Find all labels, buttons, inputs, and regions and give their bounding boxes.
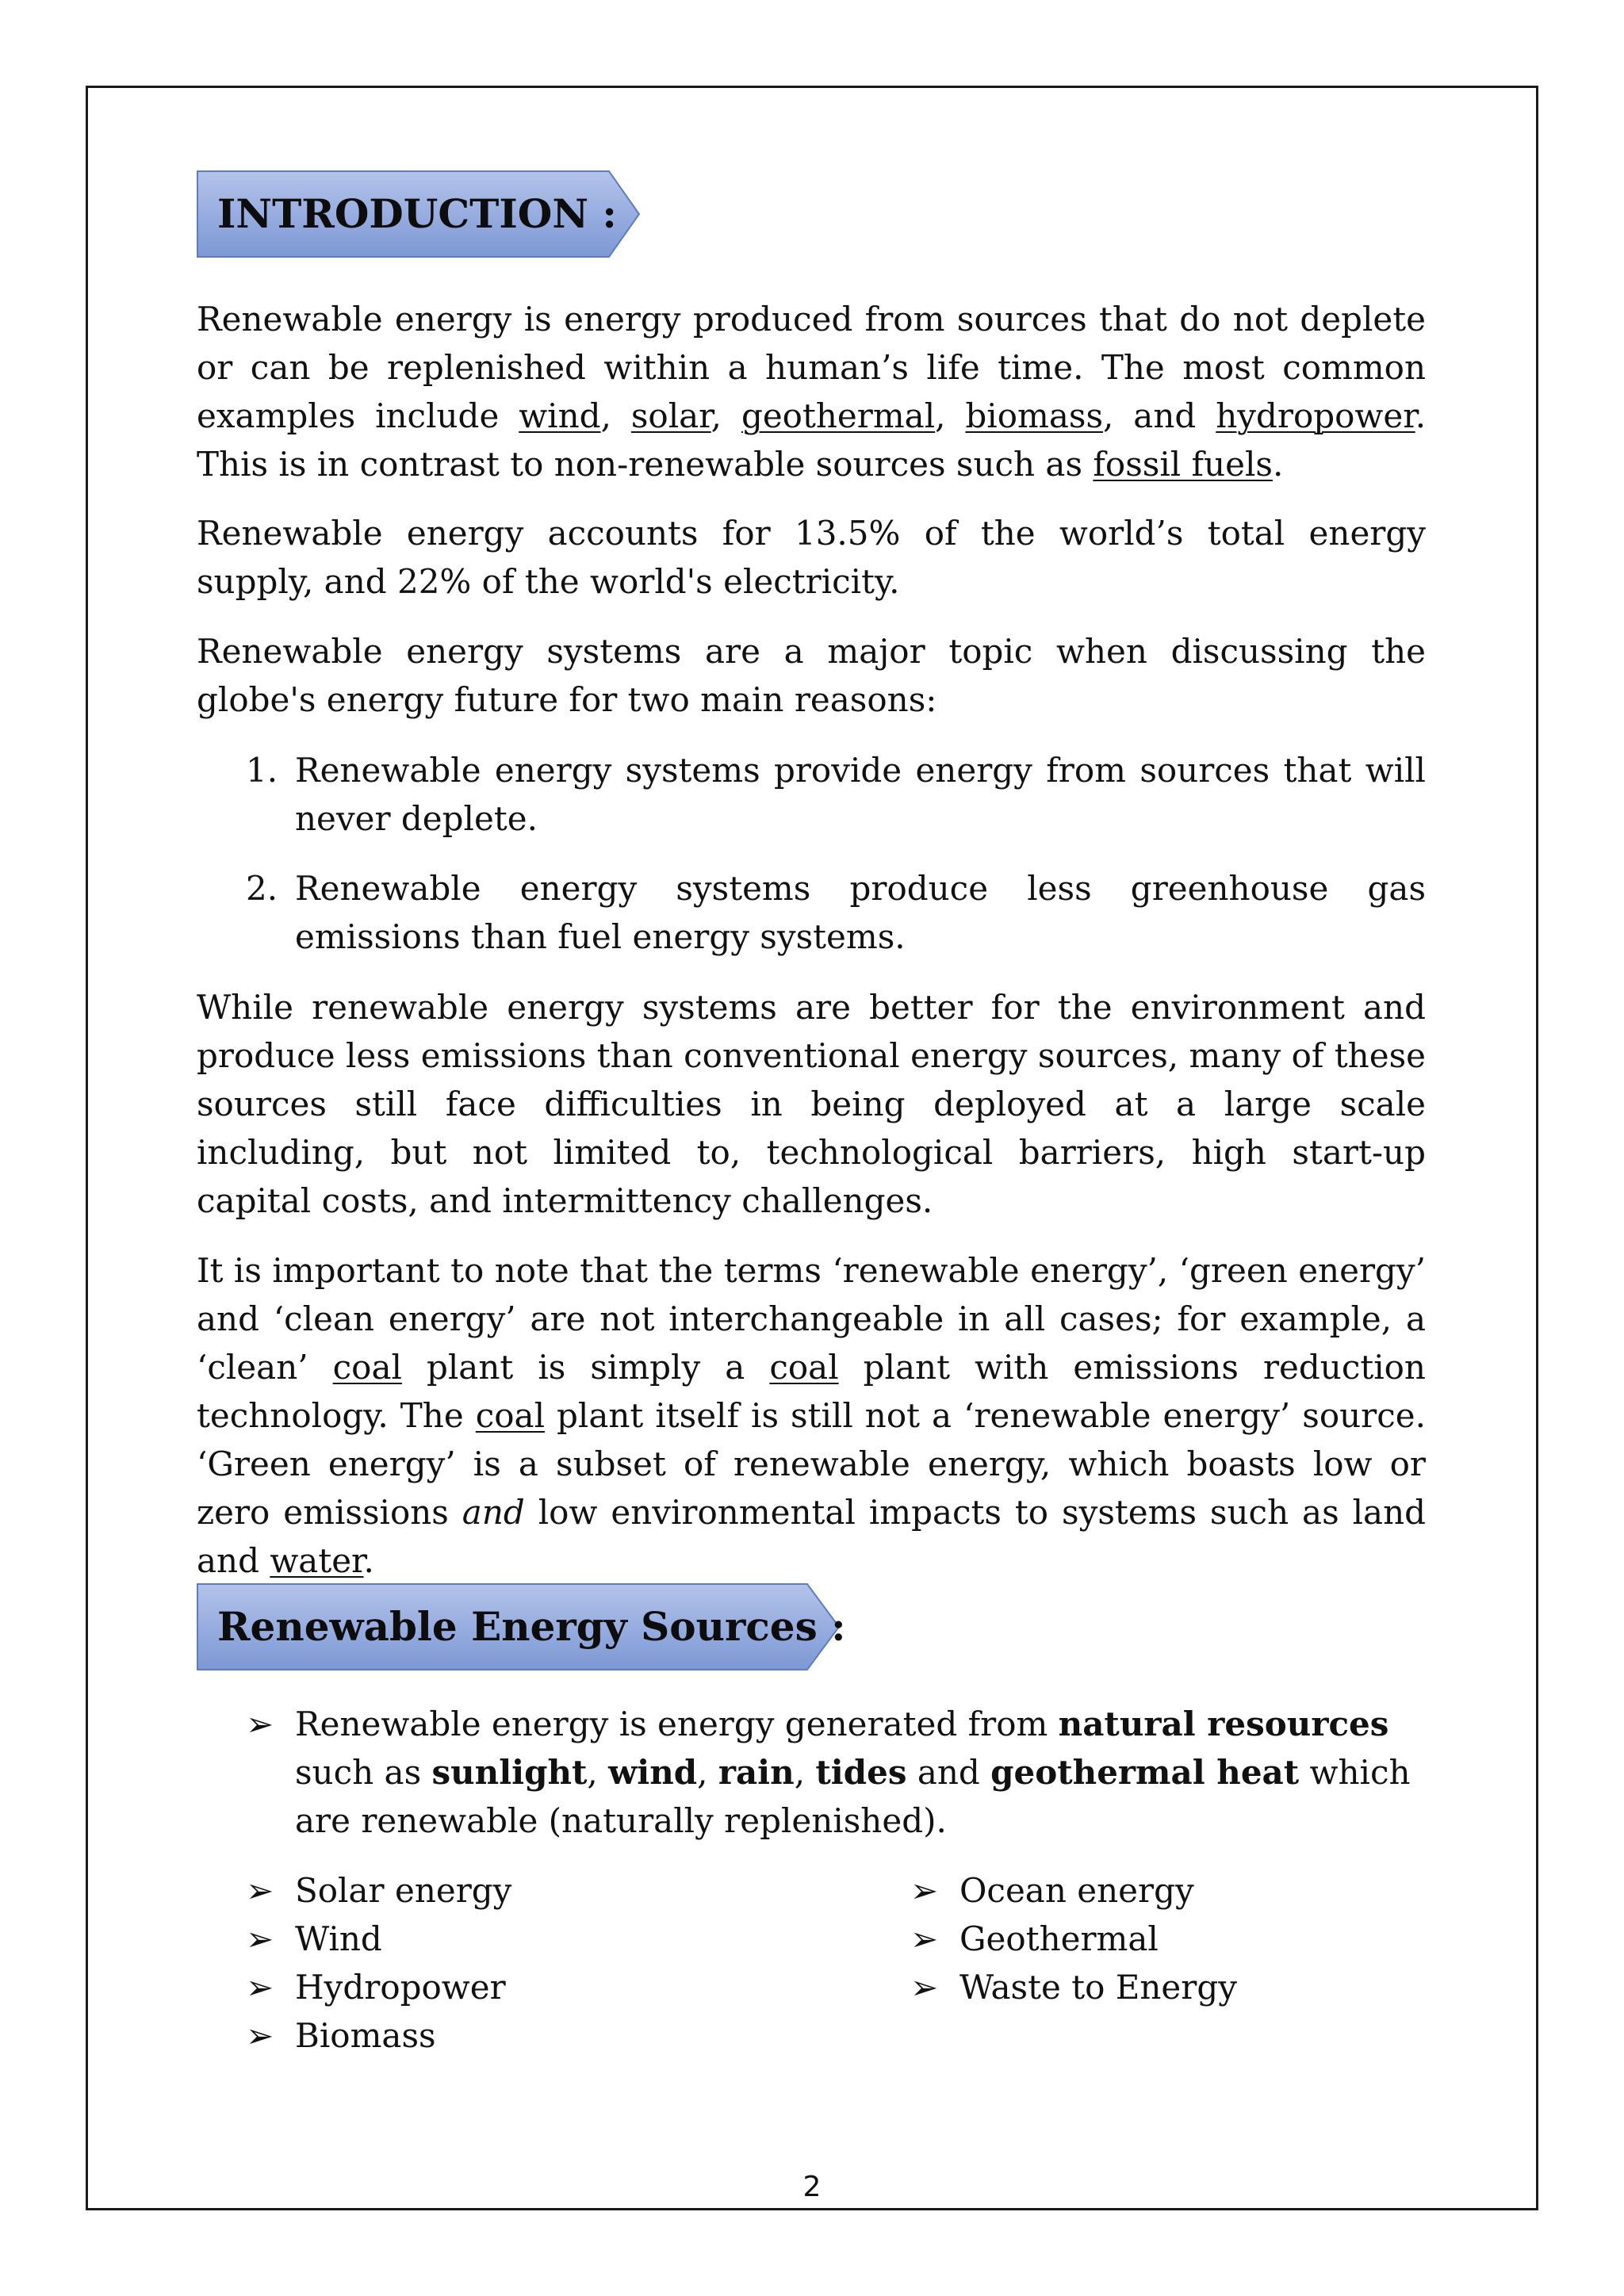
introduction-heading-banner — [197, 170, 641, 258]
reason-text: Renewable energy systems provide energy from sources that will never deplete. — [295, 751, 1426, 838]
arrow-bullet-icon: ➢ — [246, 1968, 274, 2007]
arrow-bullet-icon: ➢ — [246, 1705, 274, 1743]
intro-paragraph-5 — [197, 1246, 1426, 1585]
link-wind[interactable]: wind — [519, 396, 601, 435]
source-label: Ocean energy — [959, 1871, 1194, 1910]
source-item-ocean — [910, 1866, 1194, 1915]
arrow-bullet-icon: ➢ — [246, 2016, 274, 2055]
source-label: Solar energy — [295, 1871, 512, 1910]
p5-text-5: low environmental impacts to systems such as land and — [197, 1493, 1427, 1580]
reason-number: 2. — [246, 869, 278, 908]
p1-end: . — [1272, 445, 1284, 484]
source-item-waste-to-energy — [910, 1963, 1237, 2011]
source-item-wind — [246, 1915, 382, 1963]
reason-text: Renewable energy systems produce less greenhouse gas emissions than fuel energy systems. — [295, 869, 1426, 956]
renewable-sources-heading: Renewable Energy Sources : — [217, 1603, 846, 1650]
intro-paragraph-1: Renewable energy is energy produced from sources that do not deplete or can be replenished within a human’s life time. The most common examples include wind, solar, geothermal, biomass, and hydropower. This is in contrast to non-renewable sources such as fossil fuels. — [197, 300, 1427, 484]
p5-italic-and: and — [462, 1493, 525, 1532]
arrow-bullet-icon: ➢ — [910, 1919, 939, 1958]
arrow-bullet-icon: ➢ — [246, 1871, 274, 1910]
p1-text: Renewable energy is energy produced from sources that do not deplete or can be replenished within a human’s life time. The most common examples include — [197, 300, 1426, 435]
source-label: Waste to Energy — [959, 1968, 1237, 2007]
arrow-bullet-icon: ➢ — [910, 1871, 939, 1910]
arrow-bullet-icon: ➢ — [910, 1968, 939, 2007]
reason-number: 1. — [246, 751, 278, 790]
p1-text-2: . This is in contrast to non-renewable sources such as — [197, 396, 1427, 484]
sources-intro-bullet — [246, 1700, 1426, 1845]
source-label: Wind — [295, 1919, 382, 1958]
arrow-bullet-icon: ➢ — [246, 1919, 274, 1958]
p5-text-4: plant itself is still not a ‘renewable energy’ source. ‘Green energy’ is a subset of renewable energy, which boasts low or zero emissions — [197, 1396, 1426, 1532]
source-label: Geothermal — [959, 1919, 1159, 1958]
source-item-geothermal — [910, 1915, 1159, 1963]
reason-item-2 — [246, 864, 1426, 961]
sources-intro-text: Renewable energy is energy generated from natural resources such as sunlight, wind, rain, tides and geothermal heat which are renewable (naturally replenished). — [295, 1705, 1411, 1840]
link-biomass[interactable]: biomass — [965, 396, 1103, 435]
link-coal[interactable]: coal — [769, 1348, 839, 1387]
link-solar[interactable]: solar — [630, 396, 711, 435]
link-coal[interactable]: coal — [475, 1396, 545, 1435]
source-item-hydropower — [246, 1963, 506, 2011]
source-label: Biomass — [295, 2016, 436, 2055]
p5-text-3: plant with emissions reduction technology. The — [197, 1348, 1426, 1435]
introduction-heading: INTRODUCTION : — [217, 190, 617, 237]
p5-end: . — [363, 1541, 374, 1580]
intro-paragraph-2: Renewable energy accounts for 13.5% of the world’s total energy supply, and 22% of the world's electricity. — [197, 514, 1426, 601]
link-fossil-fuels[interactable]: fossil fuels — [1093, 445, 1273, 484]
intro-paragraph-3: Renewable energy systems are a major topic when discussing the globe's energy future for two main reasons: — [197, 632, 1426, 719]
renewable-sources-heading-banner — [197, 1583, 846, 1670]
link-geothermal[interactable]: geothermal — [741, 396, 936, 435]
intro-paragraph-4: While renewable energy systems are better for the environment and produce less emissions than conventional energy sources, many of these sources still face difficulties in being deployed at a large scale including, but not limited to, technological barriers, high start-up capital costs, and intermittency challenges. — [197, 988, 1426, 1220]
page-number: 2 — [802, 2171, 822, 2203]
p5-text-2: plant is simply a — [401, 1348, 770, 1387]
reason-item-1 — [246, 746, 1426, 843]
source-item-biomass — [246, 2011, 436, 2060]
p1-and: and — [1133, 396, 1197, 435]
link-hydropower[interactable]: hydropower — [1216, 396, 1415, 435]
link-water[interactable]: water — [270, 1541, 364, 1580]
link-coal[interactable]: coal — [332, 1348, 402, 1387]
p5-text: It is important to note that the terms ‘renewable energy’, ‘green energy’ and ‘clean energy’ are not interchangeable in all cases; for example, a ‘clean’ — [197, 1251, 1426, 1387]
source-label: Hydropower — [295, 1968, 506, 2007]
source-item-solar — [246, 1866, 511, 1915]
